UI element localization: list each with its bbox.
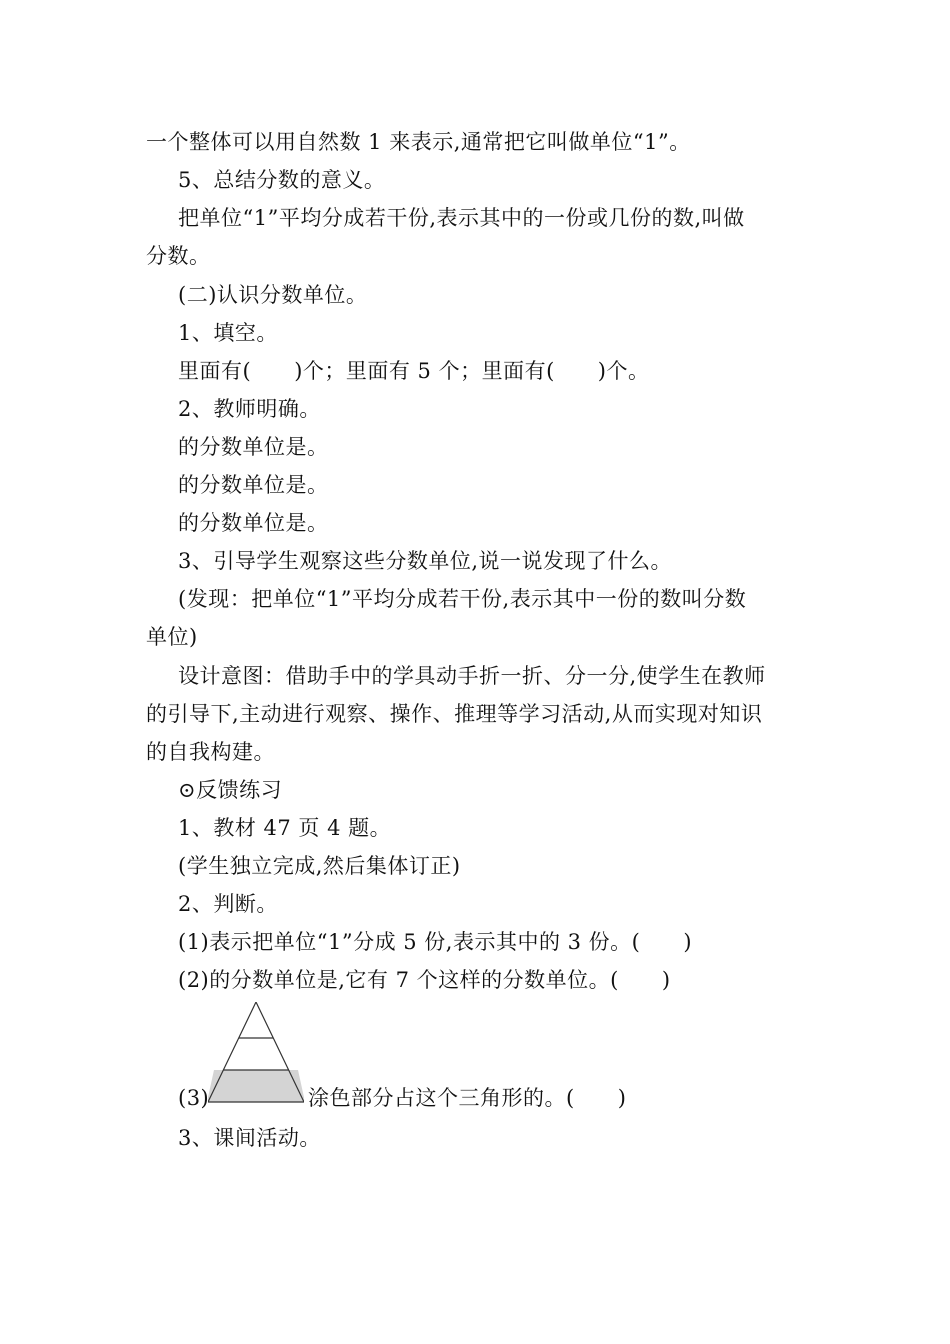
judge-item-2: (2)的分数单位是,它有 7 个这样的分数单位。( ) [178, 968, 671, 992]
heading-judge: 2、判断。 [178, 892, 278, 916]
judge-item-3-text: 涂色部分占这个三角形的。( ) [308, 1086, 627, 1110]
heading-guide-observe: 3、引导学生观察这些分数单位,说一说发现了什么。 [178, 549, 673, 573]
section-heading-fraction-unit: (二)认识分数单位。 [178, 283, 368, 307]
paragraph-design-intent-cont-2: 的自我构建。 [146, 740, 275, 764]
paragraph-discovery-cont: 单位) [146, 625, 198, 649]
heading-class-activity: 3、课间活动。 [178, 1126, 321, 1150]
paragraph-fraction-definition: 把单位“1”平均分成若干份,表示其中的一份或几份的数,叫做 [178, 206, 745, 230]
heading-summarize-meaning: 5、总结分数的意义。 [178, 168, 386, 192]
fraction-unit-line-3: 的分数单位是。 [178, 511, 329, 535]
heading-fill-blanks: 1、填空。 [178, 321, 278, 345]
fill-blank-line: 里面有( )个；里面有 5 个；里面有( )个。 [178, 359, 650, 383]
paragraph-discovery: (发现：把单位“1”平均分成若干份,表示其中一份的数叫分数 [178, 587, 747, 611]
section-heading-feedback: ⊙反馈练习 [178, 778, 283, 802]
paragraph-fraction-definition-cont: 分数。 [146, 244, 211, 268]
paragraph-unit-one: 一个整体可以用自然数 1 来表示,通常把它叫做单位“1”。 [146, 130, 691, 154]
fraction-unit-line-2: 的分数单位是。 [178, 473, 329, 497]
exercise-textbook: 1、教材 47 页 4 题。 [178, 816, 392, 840]
judge-item-3-prefix: (3) [178, 1086, 210, 1110]
triangle-figure [208, 1002, 304, 1106]
paragraph-design-intent: 设计意图：借助手中的学具动手折一折、分一分,使学生在教师 [178, 664, 766, 688]
judge-item-1: (1)表示把单位“1”分成 5 份,表示其中的 3 份。( ) [178, 930, 693, 954]
paragraph-design-intent-cont-1: 的引导下,主动进行观察、操作、推理等学习活动,从而实现对知识 [146, 702, 763, 726]
fraction-unit-line-1: 的分数单位是。 [178, 435, 329, 459]
shaded-band [208, 1070, 304, 1102]
heading-teacher-clarify: 2、教师明确。 [178, 397, 321, 421]
exercise-note: (学生独立完成,然后集体订正) [178, 854, 461, 878]
